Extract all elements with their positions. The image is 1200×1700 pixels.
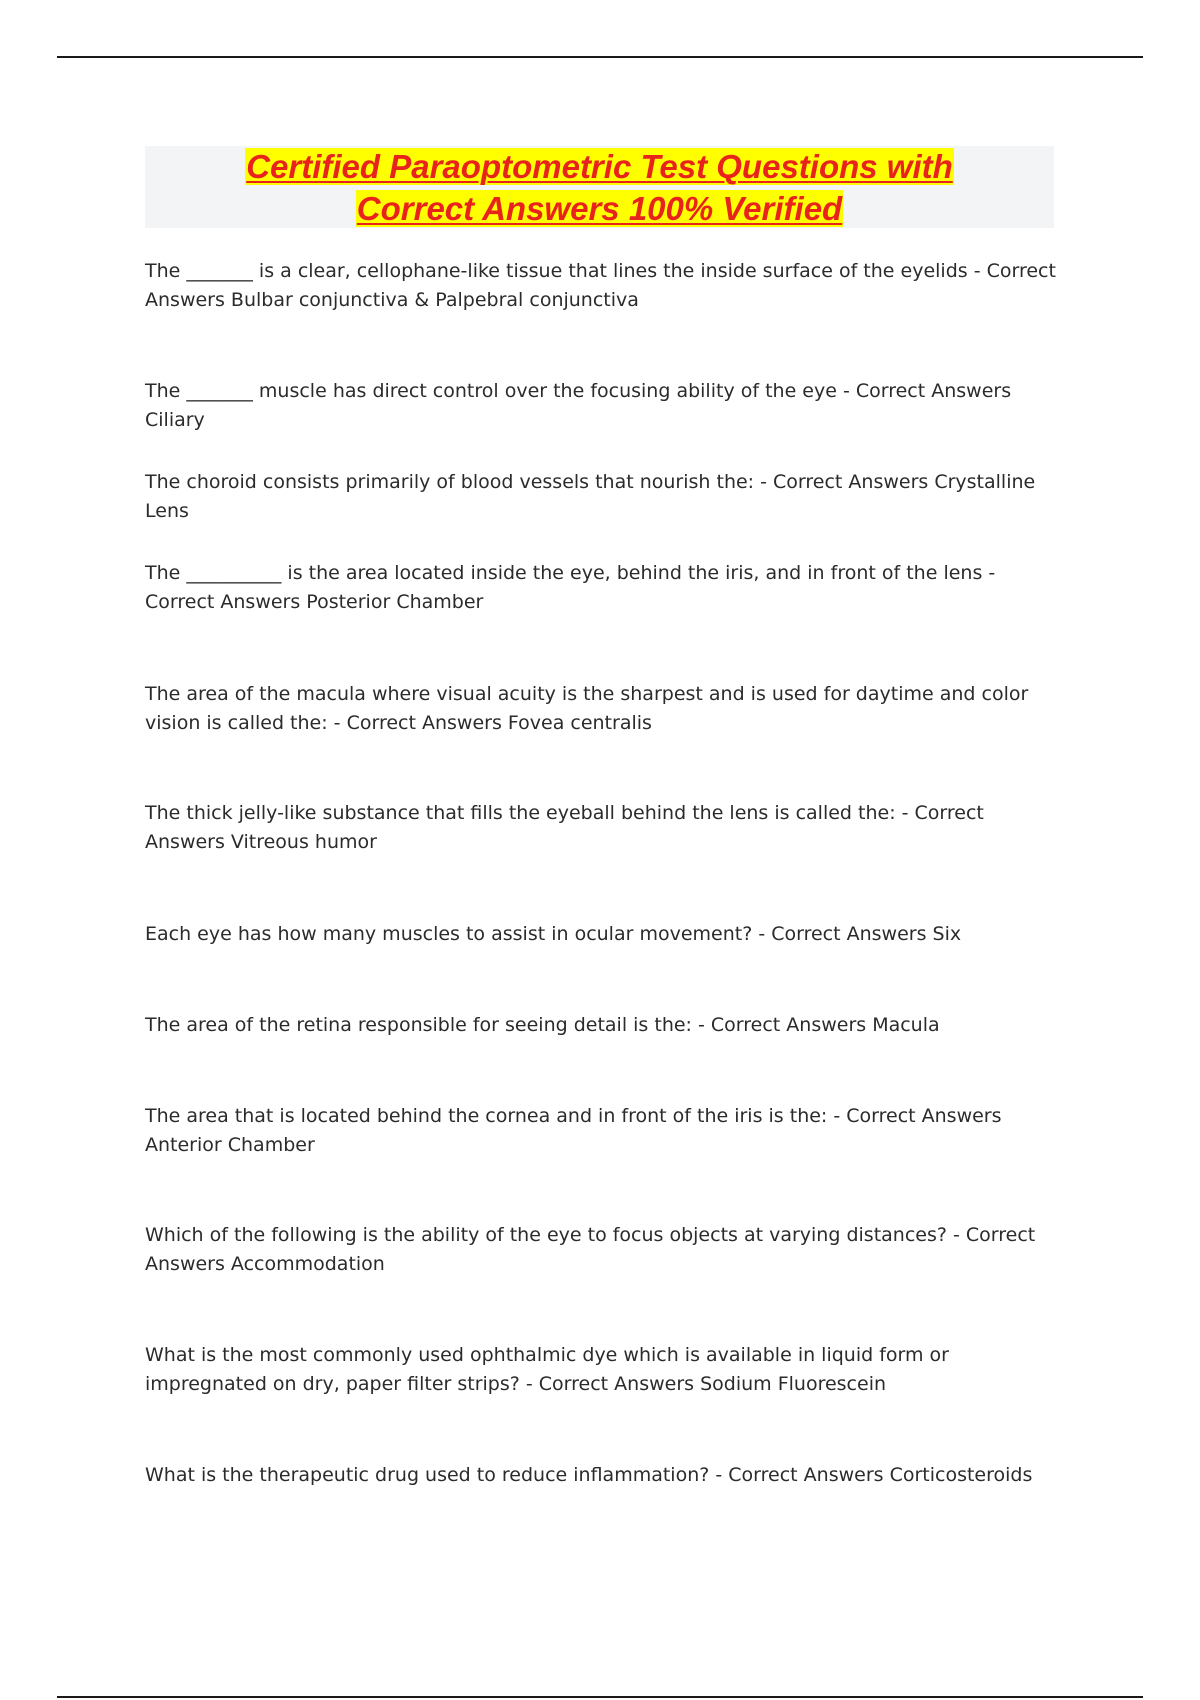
qa-item: What is the most commonly used ophthalmic dye which is available in liquid form or impregnated on dry, paper filter strips? - Correct Answers Sodium Fluorescein: [145, 1344, 949, 1395]
bottom-rule: [57, 1696, 1143, 1698]
title-block: [145, 146, 1054, 228]
qa-item: Each eye has how many muscles to assist in ocular movement? - Correct Answers Six: [145, 923, 962, 945]
title-line-2: [145, 188, 1054, 230]
qa-item: What is the therapeutic drug used to reduce inflammation? - Correct Answers Corticosteroids: [145, 1464, 1033, 1486]
title-line-2-text: Correct Answers 100% Verified: [356, 190, 843, 227]
qa-item: The choroid consists primarily of blood vessels that nourish the: - Correct Answers Crystalline Lens: [145, 471, 1036, 522]
qa-item: The area that is located behind the cornea and in front of the iris is the: - Correct Answers Anterior Chamber: [145, 1105, 1002, 1156]
qa-item: The area of the retina responsible for seeing detail is the: - Correct Answers Macula: [145, 1014, 940, 1036]
qa-item: The __________ is the area located inside the eye, behind the iris, and in front of the lens - Correct Answers Posterior Chamber: [145, 562, 996, 613]
qa-item: The _______ muscle has direct control over the focusing ability of the eye - Correct Answers Ciliary: [145, 380, 1012, 431]
qa-item: The thick jelly-like substance that fills the eyeball behind the lens is called the: - Correct Answers Vitreous humor: [145, 802, 984, 853]
top-rule: [57, 56, 1143, 58]
qa-item: Which of the following is the ability of the eye to focus objects at varying distances? - Correct Answers Accommodation: [145, 1224, 1036, 1275]
title-line-1: [145, 146, 1054, 188]
qa-item: The area of the macula where visual acuity is the sharpest and is used for daytime and color vision is called the: - Correct Answers Fovea centralis: [145, 683, 1029, 734]
title-line-1-text: Certified Paraoptometric Test Questions with: [246, 148, 953, 185]
qa-item: The _______ is a clear, cellophane-like tissue that lines the inside surface of the eyelids - Correct Answers Bulbar conjunctiva & Palpebral conjunctiva: [145, 260, 1056, 311]
